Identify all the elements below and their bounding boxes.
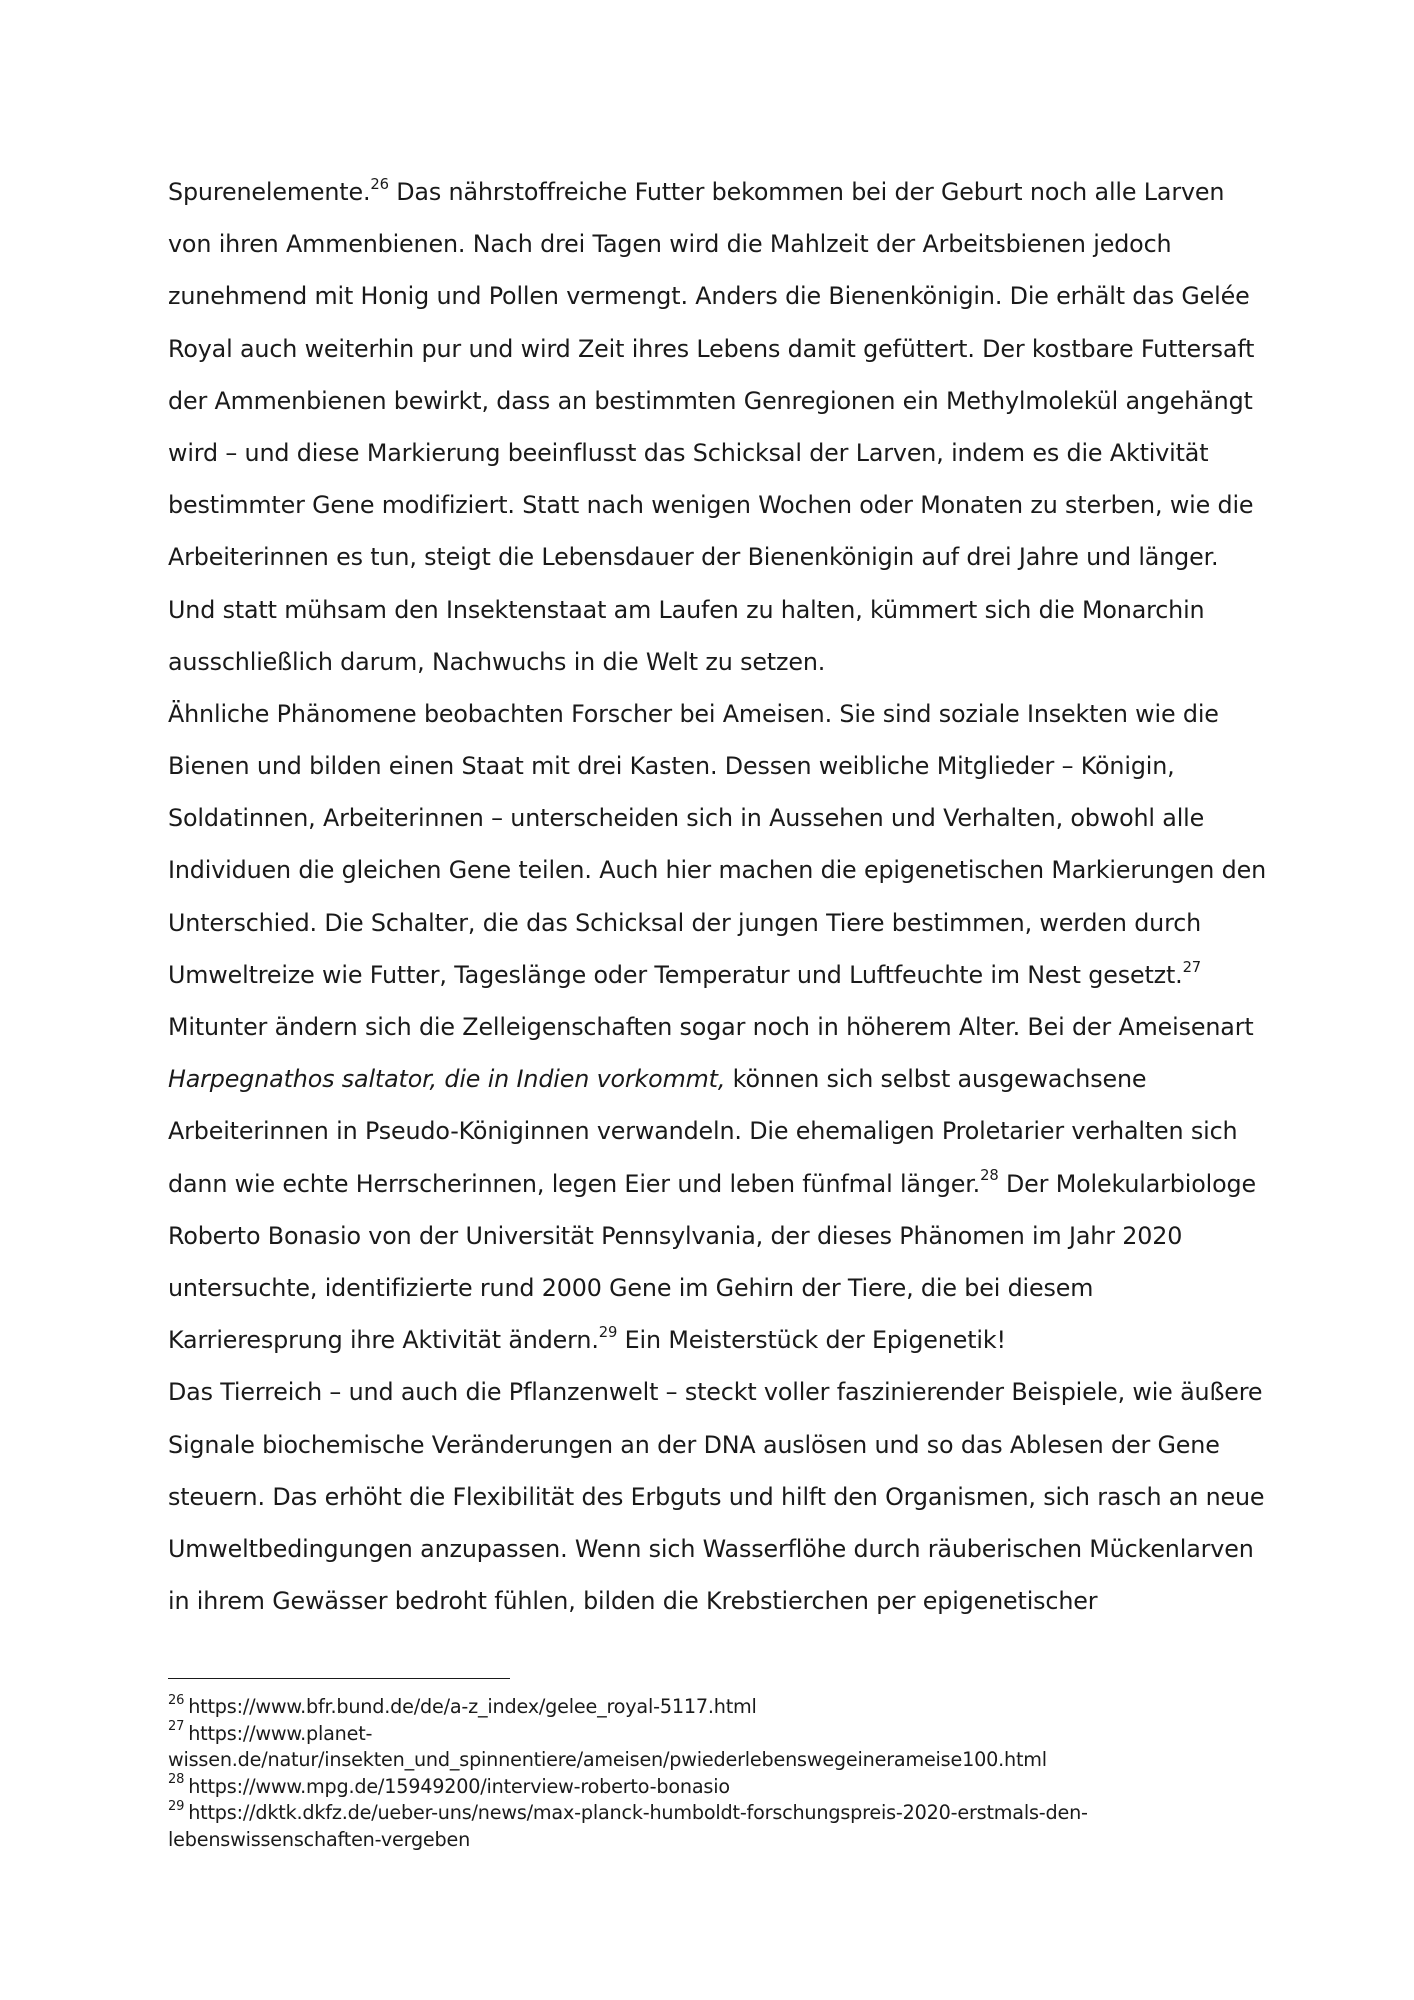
- footnote-line: [168, 1694, 1268, 1721]
- text-run: Arbeiterinnen in Pseudo-Königinnen verwandeln. Die ehemaligen Proletarier verhalten sich: [168, 1117, 1238, 1146]
- text-run: untersuchte, identifizierte rund 2000 Gene im Gehirn der Tiere, die bei diesem: [168, 1273, 1094, 1302]
- body-line: [168, 1262, 1258, 1314]
- footnote-url: wissen.de/natur/insekten_und_spinnentiere/ameisen/pwiederlebenswegeinerameise100.html: [168, 1748, 1047, 1772]
- text-run: Bienen und bilden einen Staat mit drei Kasten. Dessen weibliche Mitglieder – Königin,: [168, 752, 1175, 781]
- footnote-reference: 27: [1182, 958, 1202, 976]
- footnote-line: [168, 1747, 1268, 1774]
- text-run: der Ammenbienen bewirkt, dass an bestimmten Genregionen ein Methylmolekül angehängt: [168, 386, 1253, 415]
- body-line: [168, 636, 1258, 688]
- text-run: Umweltbedingungen anzupassen. Wenn sich Wasserflöhe durch räuberischen Mückenlarven: [168, 1534, 1254, 1563]
- body-line: [168, 1419, 1258, 1471]
- body-line: [168, 270, 1258, 322]
- body-line: [168, 1210, 1258, 1262]
- text-run: Der Molekularbiologe: [998, 1169, 1256, 1198]
- text-run: bestimmter Gene modifiziert. Statt nach wenigen Wochen oder Monaten zu sterben, wie die: [168, 491, 1254, 520]
- footnote-url: https://www.bfr.bund.de/de/a-z_index/gelee_royal-5117.html: [188, 1695, 757, 1718]
- text-run: Ähnliche Phänomene beobachten Forscher bei Ameisen. Sie sind soziale Insekten wie die: [168, 699, 1219, 728]
- body-line: [168, 1158, 1258, 1210]
- body-line: [168, 479, 1258, 531]
- body-line: [168, 1105, 1258, 1157]
- footnote-line: [168, 1774, 1268, 1801]
- footnote-url: lebenswissenschaften-vergeben: [168, 1827, 471, 1851]
- footnotes: [168, 1694, 1268, 1854]
- body-line: [168, 1471, 1265, 1523]
- text-run: ausschließlich darum, Nachwuchs in die Welt zu setzen.: [168, 647, 826, 676]
- body-line: [168, 584, 1258, 636]
- footnote-separator: [168, 1678, 510, 1679]
- footnote-number: 28: [168, 1772, 185, 1788]
- footnote-url: https://dktk.dkfz.de/ueber-uns/news/max-planck-humboldt-forschungspreis-2020-erstmals-den-: [188, 1801, 1088, 1825]
- footnote-number: 26: [168, 1692, 185, 1708]
- body-line: [168, 427, 1258, 479]
- footnote-reference: 26: [370, 175, 389, 193]
- footnote-number: 29: [168, 1799, 185, 1815]
- footnote-reference: 29: [598, 1324, 618, 1341]
- text-run: zunehmend mit Honig und Pollen vermengt. Anders die Bienenkönigin. Die erhält das Gelée: [168, 282, 1250, 311]
- body-line: [168, 531, 1258, 583]
- text-run: Das nährstoffreiche Futter bekommen bei der Geburt noch alle Larven: [388, 178, 1225, 206]
- body-line: [168, 688, 1258, 740]
- text-run: in ihrem Gewässer bedroht fühlen, bilden die Krebstierchen per epigenetischer: [168, 1587, 1098, 1616]
- footnote-number: 27: [168, 1719, 185, 1735]
- text-run: Signale biochemische Veränderungen an der DNA auslösen und so das Ablesen der Gene: [168, 1430, 1220, 1459]
- text-run: Karrieresprung ihre Aktivität ändern.: [168, 1326, 599, 1355]
- text-run: steuern. Das erhöht die Flexibilität des Erbguts und hilft den Organismen, sich rasch an neue: [168, 1482, 1265, 1511]
- body-line: [168, 323, 1258, 375]
- text-run: Umweltreize wie Futter, Tageslänge oder Temperatur und Luftfeuchte im Nest gesetzt.: [168, 960, 1183, 989]
- body-line: [168, 949, 1258, 1001]
- italic-text: Harpegnathos saltator, die in Indien vorkommt,: [168, 1065, 726, 1094]
- text-run: wird – und diese Markierung beeinflusst das Schicksal der Larven, indem es die Aktivität: [168, 438, 1209, 467]
- text-run: Soldatinnen, Arbeiterinnen – unterscheiden sich in Aussehen und Verhalten, obwohl alle: [168, 804, 1205, 833]
- body-line: [168, 1523, 1258, 1575]
- body-line: [168, 740, 1258, 792]
- footnote-url: https://www.planet-: [188, 1721, 373, 1745]
- text-run: Arbeiterinnen es tun, steigt die Lebensdauer der Bienenkönigin auf drei Jahre und länger.: [168, 543, 1219, 572]
- body-line: [168, 1314, 1258, 1366]
- footnote-line: [168, 1800, 1268, 1827]
- body-line: [168, 1575, 1258, 1627]
- text-run: Spurenelemente.: [168, 178, 371, 206]
- text-run: Royal auch weiterhin pur und wird Zeit ihres Lebens damit gefüttert. Der kostbare Futtersaft: [168, 334, 1255, 363]
- body-line: [168, 375, 1258, 427]
- footnote-line: [168, 1827, 1268, 1854]
- text-run: von ihren Ammenbienen. Nach drei Tagen wird die Mahlzeit der Arbeitsbienen jedoch: [168, 230, 1172, 259]
- footnote-line: [168, 1721, 1268, 1748]
- body-line: [168, 1001, 1258, 1053]
- body-line: [168, 218, 1258, 270]
- text-run: Roberto Bonasio von der Universität Pennsylvania, der dieses Phänomen im Jahr 2020: [168, 1221, 1183, 1250]
- body-line: [168, 1053, 1258, 1105]
- body-line: [168, 166, 1258, 218]
- body-line: [168, 1366, 1263, 1418]
- text-run: Individuen die gleichen Gene teilen. Auch hier machen die epigenetischen Markierungen den: [168, 856, 1267, 885]
- footnote-url: https://www.mpg.de/15949200/interview-roberto-bonasio: [188, 1774, 730, 1798]
- body-line: [168, 897, 1258, 949]
- text-run: Unterschied. Die Schalter, die das Schicksal der jungen Tiere bestimmen, werden durch: [168, 908, 1202, 937]
- text-run: Und statt mühsam den Insektenstaat am Laufen zu halten, kümmert sich die Monarchin: [168, 595, 1205, 624]
- body-line: [168, 792, 1258, 844]
- body-text: [168, 166, 1267, 1627]
- text-run: Ein Meisterstück der Epigenetik!: [617, 1326, 1006, 1355]
- text-run: dann wie echte Herrscherinnen, legen Eier und leben fünfmal länger.: [168, 1169, 981, 1198]
- body-line: [168, 844, 1267, 896]
- text-run: können sich selbst ausgewachsene: [725, 1065, 1147, 1094]
- footnote-reference: 28: [980, 1167, 999, 1185]
- text-run: Mitunter ändern sich die Zelleigenschaften sogar noch in höherem Alter. Bei der Ameisenart: [168, 1013, 1254, 1041]
- text-run: Das Tierreich – und auch die Pflanzenwelt – steckt voller faszinierender Beispiele, wie äußere: [168, 1378, 1263, 1407]
